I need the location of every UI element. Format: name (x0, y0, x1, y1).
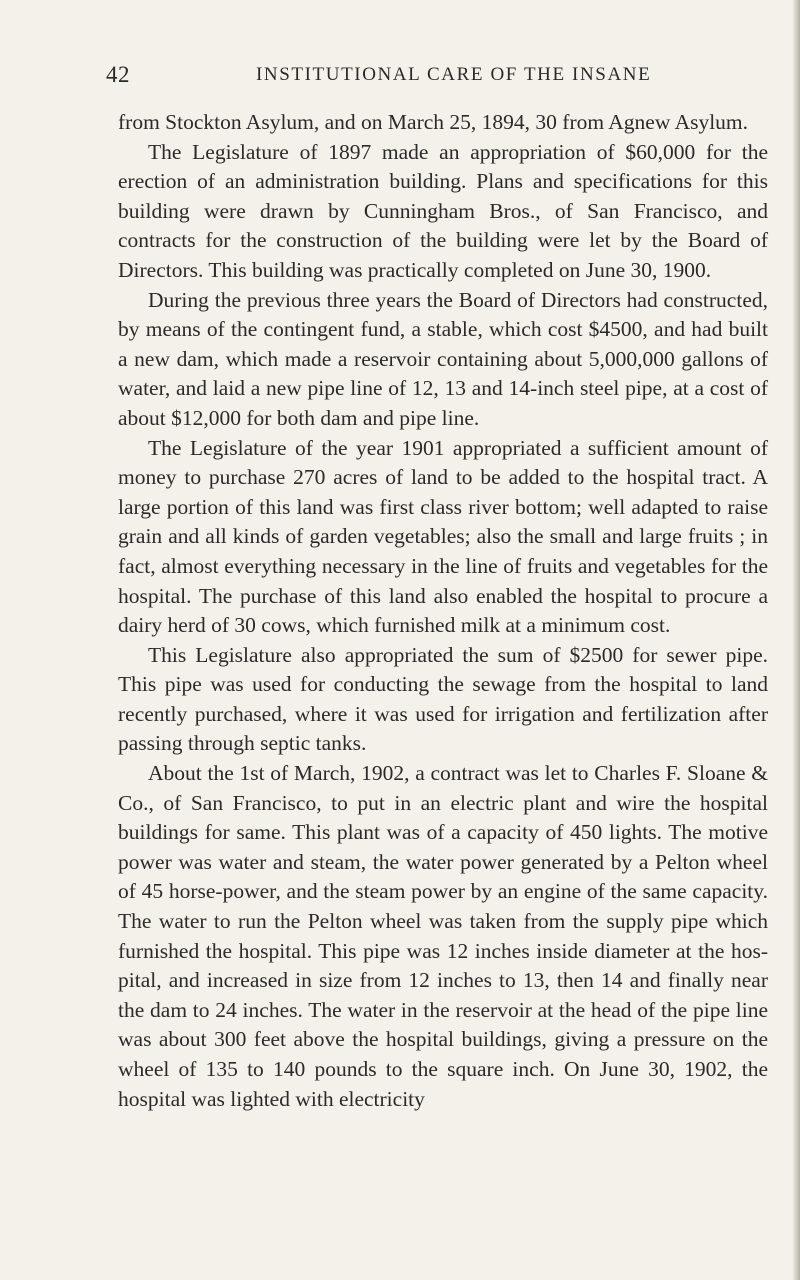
page-header (106, 62, 680, 92)
running-head: INSTITUTIONAL CARE OF THE INSANE (256, 64, 652, 85)
paragraph-stable-and-dam: During the previous three years the Board of Directors had constructed, by means of the contingent fund, a stable, which cost $4500, and had built a new dam, which made a reservoir containing about 5,000,000 gallons of water, and laid a new pipe line of 12, 13 and 14-inch steel pipe, at a cost of about $12,000 for both dam and pipe line. (118, 287, 768, 430)
page-edge-shadow (792, 0, 800, 1280)
paragraph-administration-building: The Legislature of 1897 made an appropriation of $60,000 for the erection of an administration building. Plans and specifications for this building were drawn by Cunningham Bros., of San Francisco, and contracts for the construction of the building were let by the Board of Directors. This building was practically completed on June 30, 1900. (118, 139, 768, 282)
paragraph-electric-plant: About the 1st of March, 1902, a contract was let to Charles F. Sloane & Co., of San Francisco, to put in an electric plant and wire the hospital buildings for same. This plant was of a capacity of 450 lights. The motive power was water and steam, the water power generated by a Pelton wheel of 45 horse-power, and the steam power by an engine of the same capacity. The water to run the Pelton wheel was taken from the supply pipe which furnished the hospital. This pipe was 12 inches inside diameter at the hospital, and increased in size from 12 inches to 13, then 14 and finally near the dam to 24 inches. The water in the reservoir at the head of the pipe line was about 300 feet above the hospital buildings, giving a pressure on the wheel of 135 to 140 pounds to the square inch. On June 30, 1902, the hospital was lighted with electricity (118, 761, 768, 1111)
page-number: 42 (106, 62, 130, 87)
body-text (118, 108, 768, 1114)
paragraph-land-purchase: The Legislature of the year 1901 appropriated a sufficient amount of money to purchase 270 acres of land to be added to the hospital tract. A large portion of this land was first class river bottom; well adapted to raise grain and all kinds of garden vegetables; also the small and large fruits ; in fact, almost everything necessary in the line of fruits and vegetables for the hospital. The purchase of this land also enabled the hospital to procure a dairy herd of 30 cows, which furnished milk at a minimum cost. (118, 435, 768, 638)
paragraph-continuation: from Stockton Asylum, and on March 25, 1894, 30 from Agnew Asylum. (118, 110, 749, 134)
paragraph-sewer-pipe: This Legislature also appropriated the sum of $2500 for sewer pipe. This pipe was used for conducting the sewage from the hospital to land recently purchased, where it was used for irrigation and fertilization after passing through septic tanks. (118, 642, 768, 756)
